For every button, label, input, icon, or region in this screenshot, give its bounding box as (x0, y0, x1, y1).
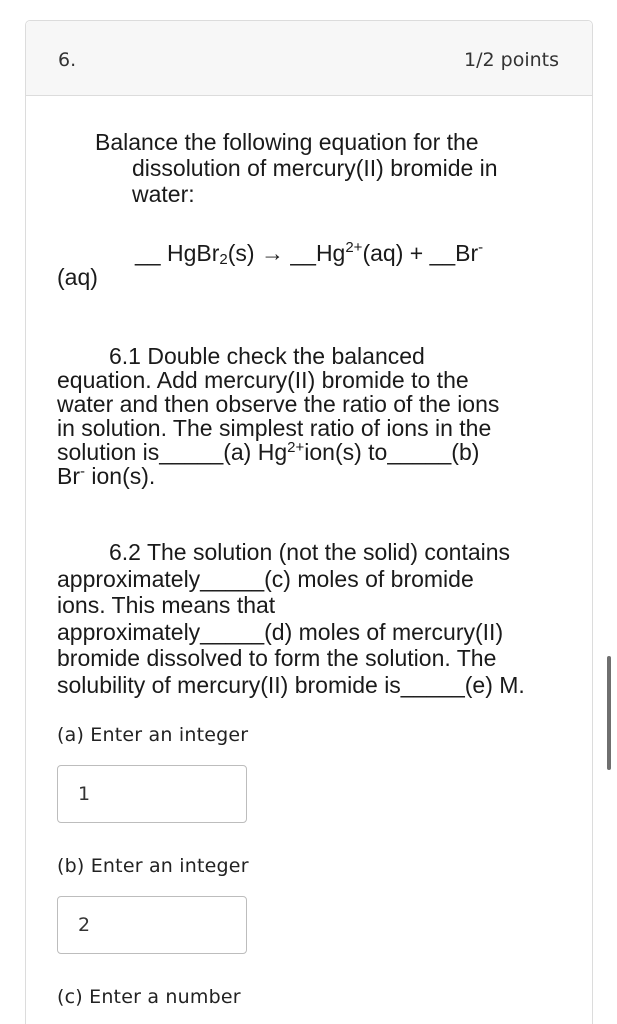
intro-text (95, 129, 555, 207)
line-6-end: ion(s). (85, 463, 156, 489)
intro-line-1: Balance the following equation for the (95, 129, 479, 155)
answer-a-label: (a) Enter an integer (57, 724, 249, 746)
part-6-2-line-6: solubility of mercury(II) bromide is_____(e) M. (57, 671, 525, 698)
points-score: 1/2 points (464, 49, 559, 71)
anion-charge: - (478, 239, 484, 256)
answer-b-label: (b) Enter an integer (57, 855, 249, 877)
answer-c-label: (c) Enter a number (57, 986, 241, 1008)
part-6-1-line-5 (57, 440, 557, 464)
cation: Hg (315, 240, 346, 266)
blank-3: __ (429, 240, 456, 266)
intro-line-3: water: (132, 181, 195, 207)
question-number: 6. (58, 49, 77, 71)
part-6-1-text (57, 344, 557, 488)
anion-state: (aq) (57, 264, 98, 290)
part-6-2-line-4: approximately_____(d) moles of mercury(II) (57, 618, 504, 645)
question-header (26, 21, 592, 96)
part-6-1-line-2: equation. Add mercury(II) bromide to the (57, 367, 469, 393)
line-5-start: solution is_____(a) Hg (57, 439, 288, 465)
intro-line-2: dissolution of mercury(II) bromide in (132, 155, 498, 181)
mercury-charge: 2+ (287, 439, 305, 456)
part-6-2-text (57, 539, 567, 698)
line-5-end: ion(s) to_____(b) (304, 439, 480, 465)
answer-a-input[interactable] (57, 765, 247, 823)
part-6-1-line-1: 6.1 Double check the balanced (109, 343, 425, 369)
part-6-1-line-6 (57, 464, 557, 488)
blank-1: __ (135, 240, 161, 266)
blank-2: __ (290, 240, 316, 266)
reactant: HgBr (166, 240, 220, 266)
reactant-subscript: 2 (219, 251, 228, 268)
bromide-charge: - (80, 463, 85, 480)
part-6-2-line-1: 6.2 The solution (not the solid) contains (109, 539, 511, 565)
cation-charge: 2+ (345, 239, 363, 256)
part-6-1-line-3: water and then observe the ratio of the ions (57, 391, 500, 417)
reactant-state: (s) → (227, 240, 284, 266)
cation-state: (aq) + (362, 240, 424, 266)
anion: Br (455, 240, 479, 266)
line-6-start: Br (57, 463, 80, 489)
part-6-2-line-2: approximately_____(c) moles of bromide (57, 565, 474, 592)
part-6-2-line-5: bromide dissolved to form the solution. The (57, 645, 497, 671)
chemical-equation (135, 235, 483, 273)
scrollbar-thumb[interactable] (607, 656, 611, 770)
part-6-2-line-3: ions. This means that (57, 592, 276, 618)
part-6-1-line-4: in solution. The simplest ratio of ions in the (57, 415, 492, 441)
answer-b-input[interactable] (57, 896, 247, 954)
